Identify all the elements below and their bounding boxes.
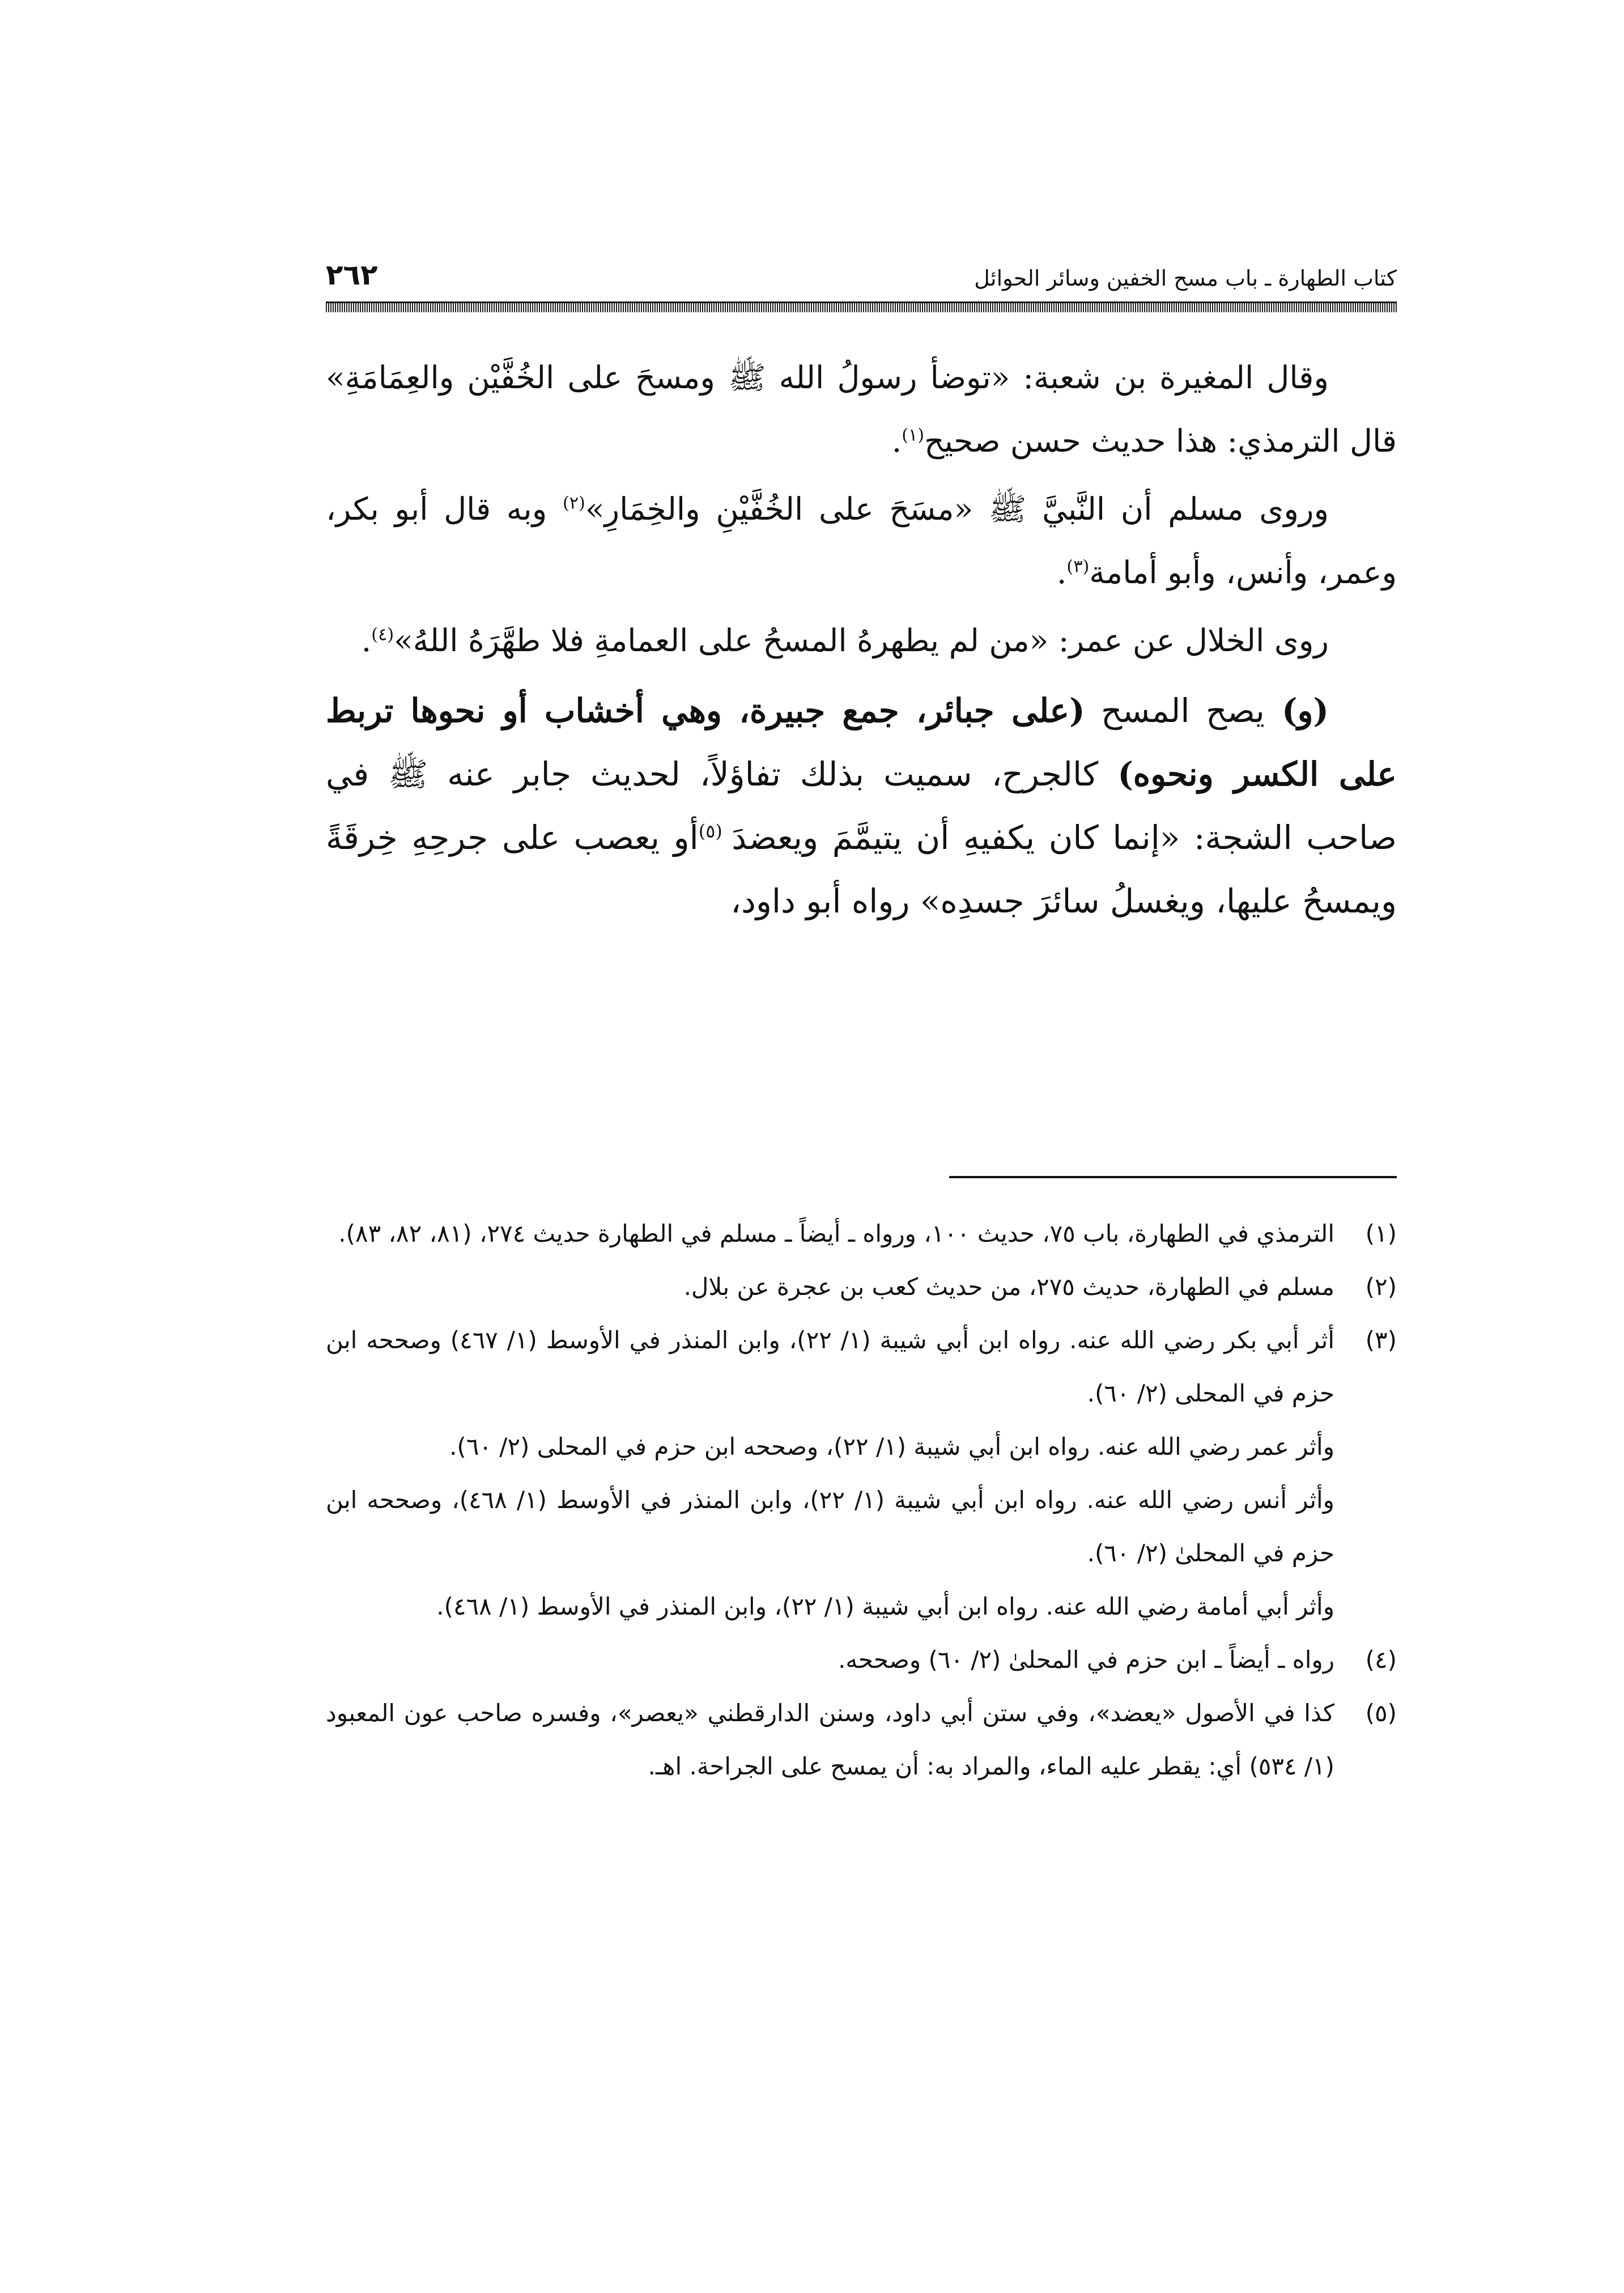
paragraph-text: وروى مسلم أن النَّبيَّ ﷺ «مسَحَ على الخُفَّيْنِ والخِمَارِ»	[585, 491, 1329, 527]
footnote-line: أثر أبي بكر رضي الله عنه. رواه ابن أبي شيبة (١/ ٢٢)، وابن المنذر في الأوسط (١/ ٤٦٧) وصححه ابن حزم في المحلى (٢/ ٦٠).	[326, 1326, 1334, 1407]
footnote-5	[326, 1687, 1397, 1793]
footnote-number: (٥)	[1365, 1699, 1397, 1727]
running-title: كتاب الطهارة ـ باب مسح الخفين وسائر الحوائل	[974, 266, 1397, 291]
matn-text: (و)	[1264, 691, 1329, 730]
paragraph-mughira	[326, 346, 1397, 473]
footnote-ref-1[interactable]: (١)	[902, 425, 925, 445]
footnote-line: رواه ـ أيضاً ـ ابن حزم في المحلىٰ (٢/ ٦٠) وصححه.	[838, 1646, 1334, 1674]
paragraph-text: يصح المسح	[1085, 691, 1265, 730]
footnote-number: (١)	[1365, 1220, 1397, 1247]
paragraph-text: كالجرح، سميت بذلك تفاؤلاً، لحديث جابر عنه ﷺ في صاحب الشجة: «إنما كان يكفيهِ أن يتيمَّمَ ويعضدَ	[326, 755, 1397, 857]
footnote-3	[326, 1314, 1397, 1633]
footnote-line: مسلم في الطهارة، حديث ٢٧٥، من حديث كعب بن عجرة عن بلال.	[683, 1273, 1334, 1301]
footnote-line: وأثر أنس رضي الله عنه. رواه ابن أبي شيبة (١/ ٢٢)، وابن المنذر في الأوسط (١/ ٤٦٨)، وصححه ابن حزم في المحلىٰ (٢/ ٦٠).	[326, 1486, 1334, 1567]
header-rule	[326, 302, 1397, 312]
paragraph-text: وقال المغيرة بن شعبة: «توضأ رسولُ الله ﷺ ومسحَ على الخُفَّيْن والعِمَامَةِ» قال الترمذي: هذا حديث حسن صحيح	[326, 359, 1397, 459]
footnote-ref-5[interactable]: (٥)	[698, 820, 732, 842]
paragraph-text: وبه قال أبو بكر، وعمر، وأنس، وأبو أمامة	[326, 491, 1397, 591]
page-number: ٢٦٢	[326, 258, 378, 291]
book-page	[326, 244, 1397, 2171]
footnote-ref-4[interactable]: (٤)	[371, 625, 394, 645]
paragraph-khallal	[326, 609, 1397, 672]
footnote-separator	[949, 1176, 1397, 1178]
footnote-number: (٢)	[1365, 1273, 1397, 1301]
footnote-line: وأثر عمر رضي الله عنه. رواه ابن أبي شيبة (١/ ٢٢)، وصححه ابن حزم في المحلى (٢/ ٦٠).	[449, 1433, 1334, 1460]
paragraph-punct: .	[891, 423, 902, 459]
footnote-ref-2[interactable]: (٢)	[562, 493, 585, 513]
footnote-1	[326, 1207, 1397, 1260]
footnote-body	[326, 1687, 1334, 1793]
footnote-2	[326, 1260, 1397, 1314]
paragraph-jabira	[326, 679, 1397, 933]
footnote-line: وأثر أبي أمامة رضي الله عنه. رواه ابن أبي شيبة (١/ ٢٢)، وابن المنذر في الأوسط (١/ ٤٦٨).	[436, 1593, 1334, 1620]
footnote-number: (٤)	[1365, 1646, 1397, 1674]
running-header	[326, 244, 1397, 289]
paragraph-text: أو يعصب على جرحِهِ خِرقَةً ويمسحُ عليها، ويغسلُ سائرَ جسدِه» رواه أبو داود،	[326, 818, 1397, 920]
footnote-body	[326, 1260, 1334, 1314]
matn-text: (على جبائر، جمع جبيرة، وهي أخشاب أو نحوها تربط على الكسر ونحوه)	[326, 691, 1397, 793]
footnote-ref-3[interactable]: (٣)	[1066, 557, 1090, 577]
main-text	[326, 346, 1397, 937]
paragraph-punct: .	[361, 622, 372, 659]
paragraph-muslim	[326, 477, 1397, 604]
footnote-body	[326, 1633, 1334, 1687]
paragraph-text: روى الخلال عن عمر: «من لم يطهرهُ المسحُ على العمامةِ فلا طهَّرَهُ اللهُ»	[394, 622, 1329, 659]
footnotes	[326, 1207, 1397, 1793]
footnote-body	[326, 1207, 1334, 1260]
paragraph-punct: .	[1056, 554, 1067, 591]
footnote-line: كذا في الأصول «يعضد»، وفي ستن أبي داود، وسنن الدارقطني «يعصر»، وفسره صاحب عون المعبود (١/ ٥٣٤) أي: يقطر عليه الماء، والمراد به: أن يمسح على الجراحة. اهـ.	[326, 1699, 1334, 1780]
footnote-4	[326, 1633, 1397, 1687]
footnote-number: (٣)	[1365, 1326, 1397, 1354]
footnote-line: الترمذي في الطهارة، باب ٧٥، حديث ١٠٠، ورواه ـ أيضاً ـ مسلم في الطهارة حديث ٢٧٤، (٨١، ٨٢، ٨٣).	[338, 1220, 1334, 1247]
footnote-body	[326, 1314, 1334, 1633]
